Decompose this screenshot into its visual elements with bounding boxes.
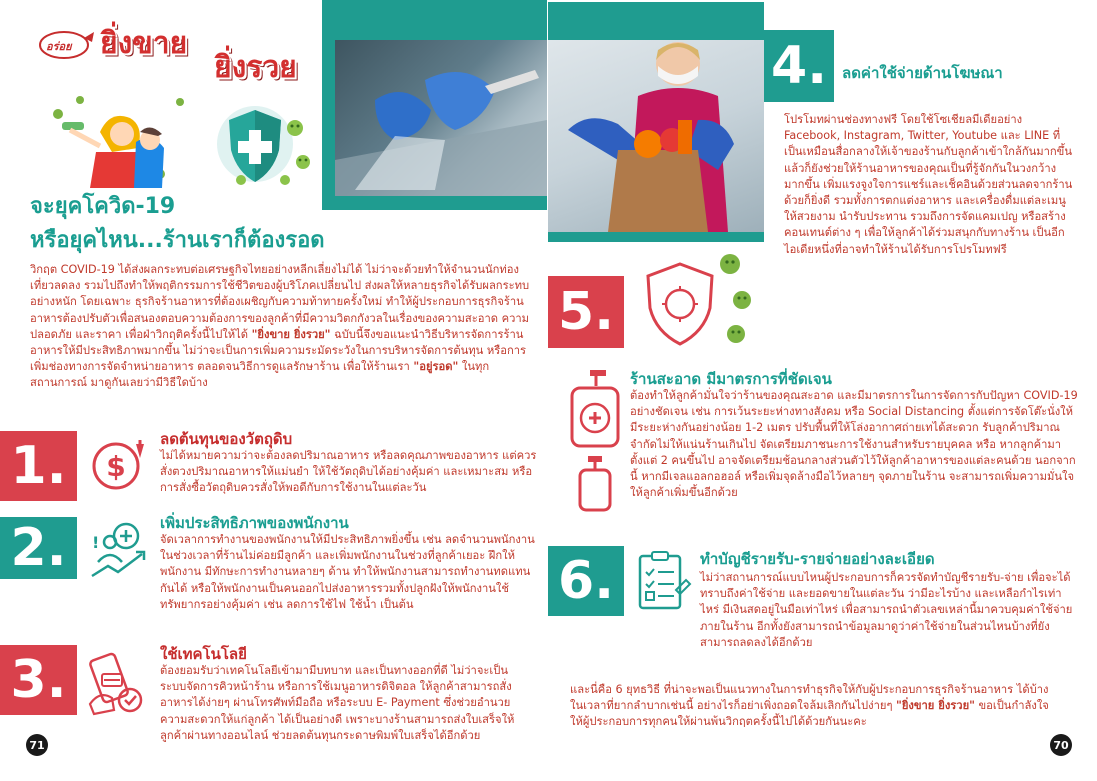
section-2-number: 2.	[0, 517, 77, 579]
dollar-down-icon	[86, 436, 150, 494]
virus-shield-icon	[215, 100, 325, 190]
checklist-icon	[632, 550, 692, 612]
section-6-text: ไม่ว่าสถานการณ์แบบไหนผู้ประกอบการก็ควรจัดทำบัญชีรายรับ-จ่าย เพื่อจะได้ทราบถึงค่าใช้จ่าย และยอดขายในแต่ละวัน ว่ามีอะไรบ้าง และเหลือกำไรเท่าไหร่ มีเงินสดอยู่ในมือเท่าไหร่ เพื่อสามารถนำตัวเลขเหล่านี้มาควบคุมค่าใช้จ่ายภายในร้าน อีกทั้งยังสามารถนำข้อมูลมาดูว่าค่าใช้จ่ายในส่วนไหนบ้างที่ยังสามารถลดลงได้อีกด้วย	[700, 571, 1073, 649]
section-5-title: ร้านสะอาด มีมาตรการที่ชัดเจน	[630, 370, 832, 388]
intro-paragraph	[30, 262, 536, 392]
section-1-text: ไม่ได้หมายความว่าจะต้องลดปริมาณอาหาร หรือลดคุณภาพของอาหาร แต่ควรสั่งตวงปริมาณอาหารให้แม่นยำ ให้ใช้วัตถุดิบได้อย่างคุ้มค่า และเหมาะสม หรือการสั่งซื้อวัตถุดิบควรสั่งให้พอดีกับการใช้งานในแต่ละวัน	[160, 449, 537, 495]
page-number-right: 70	[1050, 734, 1072, 756]
section-2-title: เพิ่มประสิทธิภาพของพนักงาน	[160, 514, 349, 532]
section-4-text: โปรโมทผ่านช่องทางฟรี โดยใช้โซเชียลมีเดียอย่าง Facebook, Instagram, Twitter, Youtube และ LINE ที่เป็นเหมือนสื่อกลางให้เจ้าของร้านกับลูกค้าเข้าใกล้กันมากขึ้น แล้วก็ยังช่วยให้ร้านอาหารของคุณเป็นที่รู้จักกันในวงกว้างมากขึ้น เพิ่มแรงจูงใจการแชร์และเช็คอินด้วยส่วนลดจากร้านด้วยก็ยิ่งดี รวมทั้งการตกแต่งอาหาร และเครื่องดื่มแต่ละเมนูให้สวยงาม นำรับประทาน รวมถึงการจัดแคมเปญ หรือสร้างคอนเทนต์ต่าง ๆ เพื่อให้ลูกค้าได้ร่วมสนุกกับทางร้าน เป็นอีกไอเดียหนึ่งที่อาจทำให้ร้านได้รับการโปรโมทฟรี	[784, 113, 1073, 256]
sanitizer-bottles-icon	[566, 366, 624, 514]
closing-text-2: ขอเป็นกำลังใจให้ผู้ประกอบการทุกคนให้ผ่านพ้นวิกฤตครั้งนี้ไปได้ด้วยกันนะคะ	[570, 699, 1049, 729]
people-sanitizing-illustration	[40, 92, 200, 188]
closing-paragraph	[570, 682, 1050, 731]
section-1-title: ลดต้นทุนของวัตถุดิบ	[160, 430, 293, 448]
intro-title-line1: จะยุคโควิด-19	[30, 194, 176, 219]
mobile-payment-icon	[84, 650, 150, 718]
closing-brand-quote: "ยิ่งขาย ยิ่งรวย"	[896, 699, 975, 713]
intro-title-line2: หรือยุคไหน...ร้านเราก็ต้องรอด	[30, 228, 325, 253]
section-6-number: 6.	[548, 546, 624, 616]
intro-brand-quote: "ยิ่งขาย ยิ่งรวย"	[251, 327, 331, 341]
section-3-title: ใช้เทคโนโลยี	[160, 645, 247, 663]
section-2-text: จัดเวลาการทำงานของพนักงานให้มีประสิทธิภาพยิ่งขึ้น เช่น ลดจำนวนพนักงานในช่วงเวลาที่ร้านไม่ค่อยมีลูกค้า และเพิ่มพนักงานในช่วงที่ลูกค้าเยอะ ฝึกให้พนักงาน มีทักษะการทำงานหลายๆ ด้าน ทำให้พนักงานสามารถทำงานทดแทนกันได้ หรือให้พนักงานเป็นคนออกไปส่งอาหารรวมทั้งปลูกฝังให้พนักงานใช้ทรัพยากรอย่างคุ้มค่า เช่น ลดการใช้ไฟ ใช้น้ำ เป็นต้น	[160, 533, 535, 611]
sanitizing-photo	[335, 40, 547, 196]
food-delivery-photo	[548, 40, 764, 232]
intro-text: วิกฤต COVID-19 ได้ส่งผลกระทบต่อเศรษฐกิจไทยอย่างหลีกเลี่ยงไม่ได้ ไม่ว่าจะด้วยทำให้จำนวนนักท่องเที่ยวลดลง รวมไปถึงทำให้พฤติกรรมการใช้ชีวิตของผู้บริโภคเปลี่ยนไป ส่งผลให้หลายธุรกิจได้รับผลกระทบอย่างหนัก โดยเฉพาะ ธุรกิจร้านอาหารที่ต้องเผชิญกับความท้าทายครั้งใหม่ ทำให้ผู้ประกอบการธุรกิจร้านอาหารต้องปรับตัวเพื่อสนองตอบความต้องการของลูกค้าที่มีความวิตกกังวลในเรื่องของความสะอาด ความปลอดภัย และราคา เพื่อฝ่าวิกฤติครั้งนี้ไปให้ได้	[30, 263, 530, 341]
section-5-number: 5.	[548, 276, 624, 348]
section-4-number: 4.	[764, 30, 834, 102]
intro-text-3: ในทุกสถานการณ์ มาดูกันเลยว่ามีวิธีใดบ้าง	[30, 360, 490, 390]
section-4-title: ลดค่าใช้จ่ายด้านโฆษณา	[842, 64, 1003, 82]
headline-part1: ยิ่งขาย	[100, 26, 188, 61]
section-3-text: ต้องยอมรับว่าเทคโนโลยีเข้ามามีบทบาท และเป็นทางออกที่ดี ไม่ว่าจะเป็นระบบจัดการคิวหน้าร้าน หรือการใช้เมนูอาหารดิจิตอล ให้ลูกค้าสามารถสั่งอาหารได้ง่ายๆ ผ่านโทรศัพท์มือถือ หรือระบบ E- Payment ซึ่งช่วยอำนวยความสะดวกให้แก่ลูกค้า ได้เป็นอย่างดี เพราะบางร้านสามารถส่งใบเสร็จให้ลูกค้าผ่านทางออนไลน์ ช่วยลดต้นทุนกระดาษพิมพ์ใบเสร็จได้อีกด้วย	[160, 664, 515, 742]
page-number-left: 71	[26, 734, 48, 756]
logo-text: อร่อย	[46, 40, 72, 53]
section-6-title: ทำบัญชีรายรับ-รายจ่ายอย่างละเอียด	[700, 550, 935, 568]
section-3-number: 3.	[0, 645, 77, 715]
staff-growth-icon	[86, 518, 152, 580]
svg-text:$: $	[106, 450, 126, 483]
intro-survive-quote: "อยู่รอด"	[413, 360, 459, 374]
brand-logo	[38, 28, 96, 62]
section-1-number: 1.	[0, 431, 77, 501]
headline-part2: ยิ่งรวย	[214, 50, 297, 85]
closing-text-1: และนี่คือ 6 ยุทธวิธี ที่น่าจะพอเป็นแนวทางในการทำธุรกิจให้กับผู้ประกอบการธุรกิจร้านอาหาร ได้บ้างในเวลาที่ยากลำบากเช่นนี้ อย่างไรก็อย่าเพิ่งถอดใจล้มเลิกกันไปง่ายๆ	[570, 683, 1049, 713]
svg-text:!: !	[92, 533, 100, 552]
section-5-text: ต้องทำให้ลูกค้ามั่นใจว่าร้านของคุณสะอาด และมีมาตรการในการจัดการกับปัญหา COVID-19 อย่างชัดเจน เช่น การเว้นระยะห่างทางสังคม หรือ Social Distancing ตั้งแต่การจัดโต๊ะนั่งให้มีระยะห่างกันอย่างน้อย 1-2 เมตร ปรับพื้นที่ให้โล่งอากาศถ่ายเทได้สะดวก รับลูกค้าปริมาณจำกัดไม่ให้แน่นร้านเกินไป จัดเตรียมภาชนะการใช้งานสำหรับรายบุคคล หรือ หากลูกค้ามาตั้งแต่ 2 คนขึ้นไป อาจจัดเตรียมช้อนกลางส่วนตัวไว้ให้ลูกค้าอาหารของแต่ละคนด้วย นอกจากนี้ หากมีเจลแอลกอฮอล์ หรือเพิ่มจุดล้างมือไว้หลายๆ จุดภายในร้าน จะสามารถเพิ่มความมั่นใจให้ลูกค้าเพิ่มขึ้นอีกด้วย	[630, 389, 1078, 500]
intro-text-2: ฉบับนี้จึงขอแนะนำวิธีบริหารจัดการร้านอาหารให้มีประสิทธิภาพมากขึ้น ไม่ว่าจะเป็นการเพิ่มความระมัดระวังในการบริหารจัดการต้นทุน หรือการเพิ่มช่องทางการจัดจำหน่ายอาหาร ตลอดจนวิธีการดูแลรักษาร้าน เพื่อให้ร้านเรา	[30, 327, 527, 374]
virus-shield-outline-icon	[630, 250, 760, 355]
